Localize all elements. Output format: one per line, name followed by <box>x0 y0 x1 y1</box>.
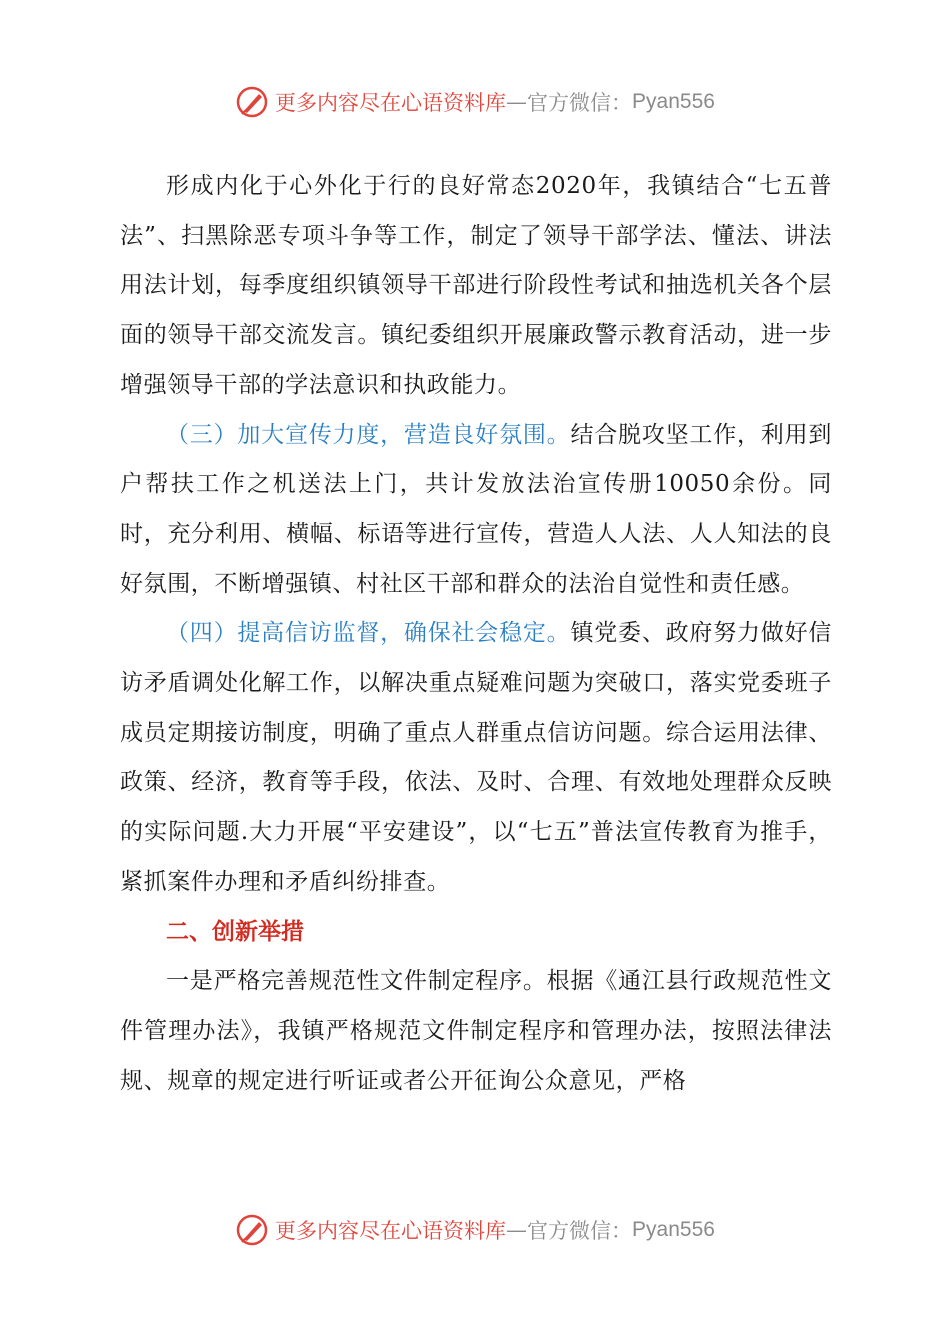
paragraph-3-text: 镇党委、政府努力做好信访矛盾调处化解工作，以解决重点疑难问题为突破口，落实党委班子成员定期接访制度，明确了重点人群重点信访问题。综合运用法律、政策、经济，教育等手段，依法、及时、合理、有效地处理群众反映的实际问题.大力开展“平安建设”，以“七五”普法宣传教育为推手，紧抓案件办理和矛盾纠纷排查。 <box>120 620 832 895</box>
footer-watermark-banner <box>0 1210 950 1250</box>
pen-feather-logo-icon <box>235 85 269 119</box>
paragraph-4-text: 一是严格完善规范性文件制定程序。根据《通江县行政规范性文件管理办法》，我镇严格规范文件制定程序和管理办法，按照法律法规、规章的规定进行听证或者公开征询公众意见，严格 <box>120 968 832 1094</box>
paragraph-1-text: 形成内化于心外化于行的良好常态2020年，我镇结合“七五普法”、扫黑除恶专项斗争等工作，制定了领导干部学法、懂法、讲法用法计划，每季度组织镇领导干部进行阶段性考试和抽选机关各个层面的领导干部交流发言。镇纪委组织开展廉政警示教育活动，进一步增强领导干部的学法意识和执政能力。 <box>120 173 832 398</box>
paragraph-3 <box>120 609 832 907</box>
paragraph-3-lead: （四）提高信访监督，确保社会稳定。 <box>166 620 571 647</box>
paragraph-4 <box>120 957 832 1106</box>
header-watermark-banner <box>0 82 950 122</box>
section-heading: 二、创新举措 <box>166 918 304 945</box>
wechat-label: 官方微信： <box>527 91 633 115</box>
paragraph-1 <box>120 162 832 411</box>
document-body <box>120 162 832 1106</box>
paragraph-2-text: 结合脱攻坚工作，利用到户帮扶工作之机送法上门，共计发放法治宣传册10050余份。同时，充分利用、横幅、标语等进行宣传，营造人人法、人人知法的良好氛围，不断增强镇、村社区干部和群众的法治自觉性和责任感。 <box>120 421 832 597</box>
paragraph-2-lead: （三）加大宣传力度，营造良好氛围。 <box>166 421 571 448</box>
wechat-label: 官方微信： <box>527 1219 633 1243</box>
brand-text: 更多内容尽在心语资料库 <box>275 1219 507 1243</box>
brand-dash: — <box>506 90 528 114</box>
wechat-id: Pyan556 <box>632 1218 715 1241</box>
wechat-id: Pyan556 <box>632 90 715 113</box>
brand-dash: — <box>506 1218 528 1242</box>
brand-text: 更多内容尽在心语资料库 <box>275 91 507 115</box>
paragraph-2 <box>120 411 832 610</box>
pen-feather-logo-icon <box>235 1213 269 1247</box>
